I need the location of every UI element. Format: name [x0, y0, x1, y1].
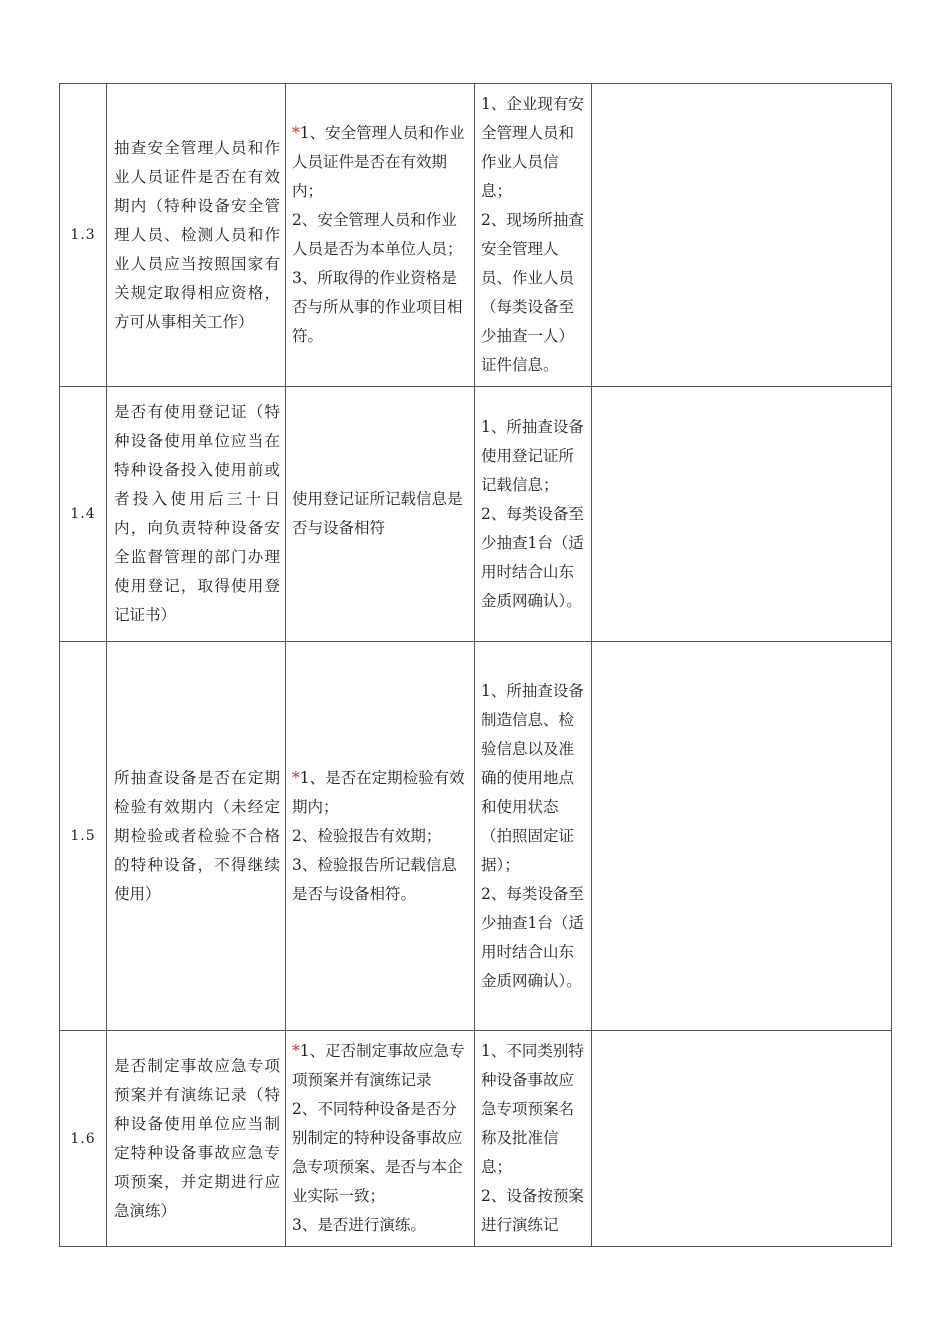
content-line: 2、安全管理人员和作业人员是否为本单位人员； — [292, 211, 463, 258]
content-line: 使用登记证所记载信息是否与设备相符 — [292, 490, 463, 537]
check-content-cell — [286, 387, 475, 642]
row-number: 1.3 — [60, 84, 107, 387]
result-cell[interactable] — [592, 1031, 892, 1247]
evidence-cell — [475, 1031, 592, 1247]
check-content-cell — [286, 642, 475, 1031]
table-row — [60, 387, 892, 642]
evidence-line: 2、每类设备至少抽查1台（适用时结合山东金质网确认）。 — [481, 884, 584, 990]
content-line: *1、疋否制定事故应急专项预案并有演练记录 — [292, 1042, 465, 1089]
evidence-cell — [475, 387, 592, 642]
check-item-text: 是否有使用登记证（特种设备使用单位应当在特种设备投入使用前或者投入使用后三十日内，向负责特种设备安全监督管理的部门办理使用登记，取得使用登记证书） — [114, 403, 280, 624]
check-item-cell — [107, 642, 286, 1031]
content-line: *1、是否在定期检验有效期内； — [292, 768, 465, 816]
table-row — [60, 642, 892, 1031]
content-line: 2、不同特种设备是否分别制定的特种设备事故应急专项预案、是否与本企业实际一致； — [292, 1100, 463, 1205]
result-cell[interactable] — [592, 642, 892, 1031]
check-item-text: 所抽查设备是否在定期检验有效期内（未经定期检验或者检验不合格的特种设备，不得继续使用） — [114, 768, 280, 903]
check-item-text: 抽查安全管理人员和作业人员证件是否在有效期内（特种设备安全管理人员、检测人员和作业人员应当按照国家有关规定取得相应资格，方可从事相关工作） — [114, 138, 280, 331]
evidence-line: 1、所抽查设备制造信息、检验信息以及准确的使用地点和使用状态（拍照固定证据）； — [481, 681, 584, 874]
row-number: 1.5 — [60, 642, 107, 1031]
result-cell[interactable] — [592, 387, 892, 642]
content-line: 3、检验报告所记载信息是否与设备相符。 — [292, 855, 457, 903]
check-item-text: 是否制定事故应急专项预案并有演练记录（特种设备使用单位应当制定特种设备事故应急专项预案，并定期进行应急演练） — [114, 1056, 280, 1220]
row-number: 1.4 — [60, 387, 107, 642]
table-row — [60, 1031, 892, 1247]
evidence-line: 1、企业现有安全管理人员和作业人员信息； — [481, 95, 584, 200]
table-row — [60, 84, 892, 387]
evidence-line: 1、所抽查设备使用登记证所记载信息； — [481, 417, 584, 494]
check-item-cell — [107, 1031, 286, 1247]
check-item-cell — [107, 84, 286, 387]
row-number: 1.6 — [60, 1031, 107, 1247]
evidence-line: 1、不同类别特种设备事故应急专项预案名称及批准信息； — [481, 1042, 584, 1176]
key-item-mark: * — [292, 124, 300, 142]
check-item-cell — [107, 387, 286, 642]
evidence-line: 2、现场所抽查安全管理人员、作业人员（每类设备至少抽查一人）证件信息。 — [481, 211, 584, 374]
key-item-mark: * — [292, 768, 300, 787]
content-line: *1、安全管理人员和作业人员证件是否在有效期内； — [292, 124, 465, 200]
evidence-cell — [475, 84, 592, 387]
evidence-line: 2、每类设备至少抽查1台（适用时结合山东金质网确认）。 — [481, 504, 584, 610]
evidence-line: 2、设备按预案进行演练记 — [481, 1187, 584, 1234]
evidence-cell — [475, 642, 592, 1031]
key-item-mark: * — [292, 1042, 300, 1060]
inspection-table — [59, 83, 892, 1247]
check-content-cell — [286, 84, 475, 387]
content-line: 3、是否进行演练。 — [292, 1216, 426, 1234]
content-line: 3、所取得的作业资格是否与所从事的作业项目相符。 — [292, 269, 463, 345]
check-content-cell — [286, 1031, 475, 1247]
result-cell[interactable] — [592, 84, 892, 387]
content-line: 2、检验报告有效期； — [292, 826, 442, 845]
